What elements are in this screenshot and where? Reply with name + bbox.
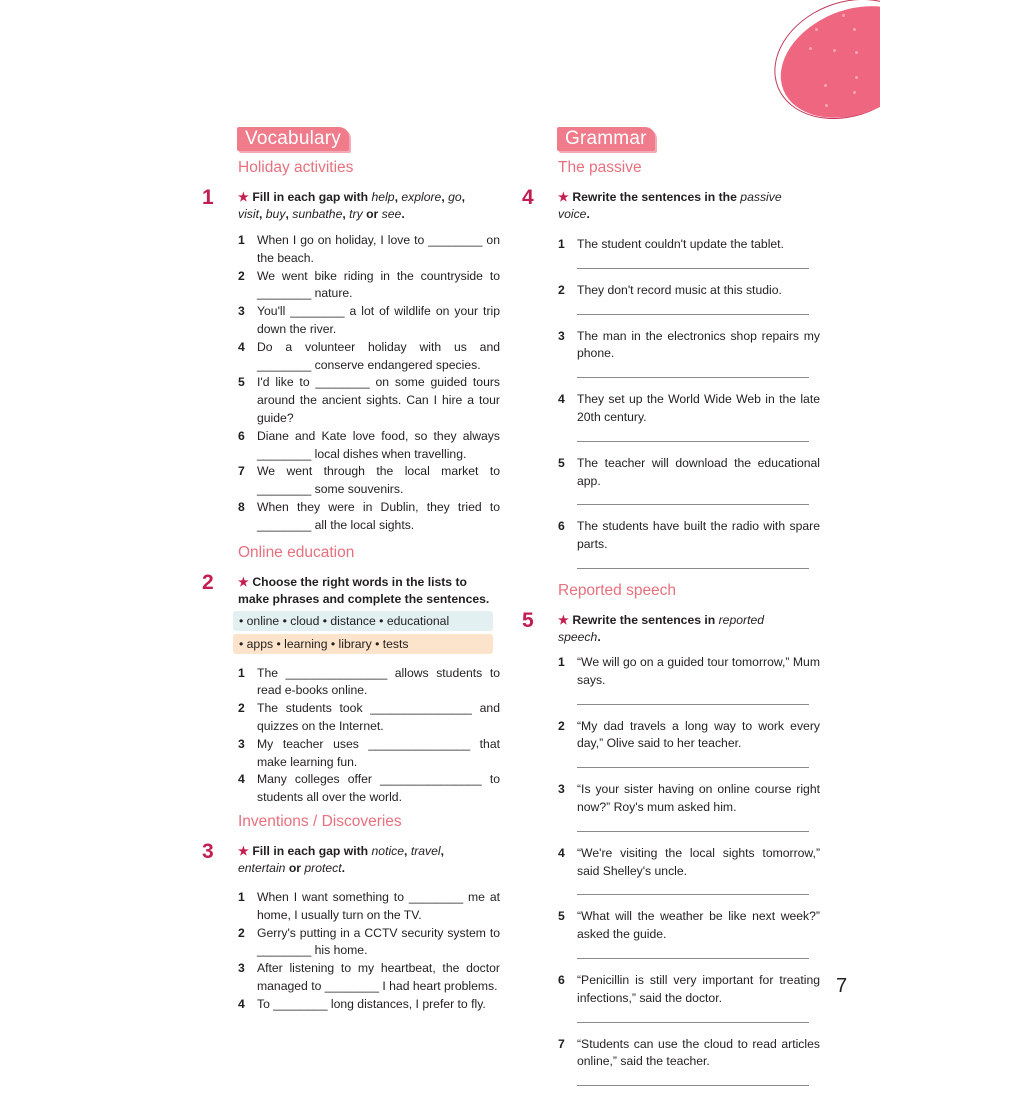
exercise-instruction: ★ Fill in each gap with notice, travel, entertain or protect. [238,843,445,875]
star-icon: ★ [558,190,569,204]
section-heading-holiday-activities: Holiday activities [238,159,354,176]
answer-line[interactable] [577,1079,809,1086]
answer-line[interactable] [577,498,809,505]
list-item: 6 “Penicillin is still very important for treating infections,” said the doctor. [558,972,820,1008]
list-item: 1 When I want something to ________ me at home, I usually turn on the TV. [238,889,500,925]
sentence-text: “We're visiting the local sights tomorrow,” said Shelley's uncle. [577,845,820,878]
answer-line[interactable] [577,698,809,705]
list-item: 6 The students have built the radio with spare parts. [558,518,820,554]
exercise-5 [520,608,820,1086]
sparkle-dot [815,28,818,31]
fill-in-sentence[interactable]: Many colleges offer _______________ to students all over the world. [257,772,500,805]
exercise-items [558,654,820,1086]
list-item: 2 We went bike riding in the countryside to ________ nature. [238,268,500,304]
answer-line[interactable] [577,435,809,442]
list-item: 5 I'd like to ________ on some guided tours around the ancient sights. Can I hire a tour guide? [238,374,500,427]
list-item: 2 “My dad travels a long way to work every day,” Olive said to her teacher. [558,718,820,754]
exercise-4 [520,186,820,569]
sentence-text: They don't record music at this studio. [577,282,782,297]
fill-in-sentence[interactable]: The students took _______________ and quizzes on the Internet. [257,701,500,733]
sentence-text: The students have built the radio with spare parts. [577,519,820,552]
exercise-items [238,665,500,807]
exercise-1 [200,186,500,535]
grammar-tab-heading: Grammar [557,127,655,151]
list-item: 5 “What will the weather be like next week?” asked the guide. [558,908,820,944]
exercise-number: 1 [202,186,214,209]
page-number: 7 [836,975,848,997]
sentence-text: “We will go on a guided tour tomorrow,” Mum says. [577,654,820,687]
fill-in-sentence[interactable]: Diane and Kate love food, so they always ________ local dishes when travelling. [257,428,500,461]
list-item: 7 We went through the local market to ________ some souvenirs. [238,463,500,499]
list-item: 1 “We will go on a guided tour tomorrow,” Mum says. [558,654,820,690]
sparkle-dot [833,49,836,52]
sparkle-dot [855,76,858,79]
answer-line[interactable] [577,888,809,895]
star-icon: ★ [238,843,249,858]
sparkle-dot [809,47,812,50]
answer-line[interactable] [577,371,809,378]
fill-in-sentence[interactable]: After listening to my heartbeat, the doctor managed to ________ I had heart problems. [257,961,500,993]
exercise-number: 3 [202,839,214,863]
sentence-text: The student couldn't update the tablet. [577,237,784,251]
answer-line[interactable] [577,562,809,569]
list-item: 1 The _______________ allows students to read e-books online. [238,665,500,701]
fill-in-sentence[interactable]: We went through the local market to ________ some souvenirs. [257,464,500,497]
list-item: 2 They don't record music at this studio. [558,282,820,300]
answer-line[interactable] [577,761,809,768]
exercise-items [238,889,500,1014]
fill-in-sentence[interactable]: You'll ________ a lot of wildlife on your trip down the river. [257,304,500,336]
decorative-pink-blob [760,0,880,120]
sentence-text: “Penicillin is still very important for treating infections,” said the doctor. [577,972,820,1005]
sparkle-dot [853,28,856,31]
fill-in-sentence[interactable]: Gerry's putting in a CCTV security system to ________ his home. [257,925,500,958]
list-item: 3 The man in the electronics shop repairs my phone. [558,328,820,364]
list-item: 5 The teacher will download the educational app. [558,455,820,491]
list-item: 7 “Students can use the cloud to read articles online,” said the teacher. [558,1036,820,1072]
word-list-nouns: • apps • learning • library • tests [233,634,493,654]
sparkle-dot [855,51,858,54]
exercise-number: 5 [522,608,534,632]
section-heading-online-education: Online education [238,543,355,561]
fill-in-sentence[interactable]: Do a volunteer holiday with us and ________ conserve endangered species. [257,339,500,372]
answer-line[interactable] [577,262,809,269]
section-heading-inventions: Inventions / Discoveries [238,812,402,830]
list-item: 4 They set up the World Wide Web in the late 20th century. [558,391,820,427]
sparkle-dot [853,91,856,94]
exercise-instruction: ★ Rewrite the sentences in reported speech. [558,612,765,644]
list-item: 2 Gerry's putting in a CCTV security system to ________ his home. [238,925,500,961]
fill-in-sentence[interactable]: I'd like to ________ on some guided tours around the ancient sights. Can I hire a tour guide? [257,375,500,425]
answer-line[interactable] [577,825,809,832]
answer-line[interactable] [577,308,809,315]
section-heading-reported-speech: Reported speech [558,581,677,599]
sentence-text: They set up the World Wide Web in the late 20th century. [577,392,820,424]
exercise-number: 2 [202,570,214,594]
list-item: 4 To ________ long distances, I prefer to fly. [238,996,500,1014]
list-item: 1 The student couldn't update the tablet. [558,236,820,254]
exercise-items [238,232,500,535]
sentence-text: “Students can use the cloud to read articles online,” said the teacher. [577,1036,820,1069]
fill-in-sentence[interactable]: When they were in Dublin, they tried to ________ all the local sights. [257,499,500,532]
list-item: 8 When they were in Dublin, they tried to ________ all the local sights. [238,499,500,535]
vocabulary-tab-heading: Vocabulary [237,127,349,151]
fill-in-sentence[interactable]: To ________ long distances, I prefer to fly. [257,996,486,1011]
exercise-instruction: ★ Rewrite the sentences in the passive voice. [558,190,782,221]
list-item: 2 The students took _______________ and quizzes on the Internet. [238,700,500,736]
sentence-text: “What will the weather be like next week?” asked the guide. [577,909,820,942]
answer-line[interactable] [577,1016,809,1023]
sentence-text: The teacher will download the educational app. [577,455,820,488]
list-item: 6 Diane and Kate love food, so they always ________ local dishes when travelling. [238,428,500,464]
fill-in-sentence[interactable]: The _______________ allows students to read e-books online. [257,665,500,698]
list-item: 3 “Is your sister having on online course right now?” Roy's mum asked him. [558,781,820,817]
fill-in-sentence[interactable]: My teacher uses _______________ that make learning fun. [257,736,500,769]
star-icon: ★ [238,190,249,204]
exercise-items [558,236,820,569]
word-list-adjectives: • online • cloud • distance • educational [233,611,493,631]
list-item: 3 After listening to my heartbeat, the doctor managed to ________ I had heart problems. [238,960,500,996]
sentence-text: “Is your sister having on online course right now?” Roy's mum asked him. [577,782,820,814]
vocabulary-column [200,127,500,1014]
star-icon: ★ [238,574,249,589]
list-item: 3 You'll ________ a lot of wildlife on your trip down the river. [238,303,500,339]
list-item: 4 Do a volunteer holiday with us and ________ conserve endangered species. [238,339,500,375]
exercise-instruction: ★ Fill in each gap with help, explore, go, visit, buy, sunbathe, try or see. [238,190,466,221]
sentence-text: “My dad travels a long way to work every day,” Olive said to her teacher. [577,718,820,751]
sparkle-dot [842,14,845,17]
exercise-number: 4 [522,186,534,209]
exercise-2 [200,570,500,807]
grammar-column [520,127,820,1099]
sentence-text: The man in the electronics shop repairs my phone. [577,328,820,361]
fill-in-sentence[interactable]: When I go on holiday, I love to ________ on the beach. [257,233,500,265]
section-heading-passive: The passive [558,159,642,176]
list-item: 4 Many colleges offer _______________ to students all over the world. [238,771,500,807]
list-item: 3 My teacher uses _______________ that make learning fun. [238,736,500,772]
exercise-3 [200,839,500,1014]
sparkle-dot [825,104,828,107]
list-item: 4 “We're visiting the local sights tomorrow,” said Shelley's uncle. [558,845,820,881]
answer-line[interactable] [577,952,809,959]
list-item: 1 When I go on holiday, I love to ________ on the beach. [238,232,500,268]
fill-in-sentence[interactable]: We went bike riding in the countryside to ________ nature. [257,268,500,301]
fill-in-sentence[interactable]: When I want something to ________ me at home, I usually turn on the TV. [257,889,500,922]
exercise-instruction: ★ Choose the right words in the lists to make phrases and complete the sentences. [238,574,490,606]
sparkle-dot [824,84,827,87]
star-icon: ★ [558,612,569,627]
